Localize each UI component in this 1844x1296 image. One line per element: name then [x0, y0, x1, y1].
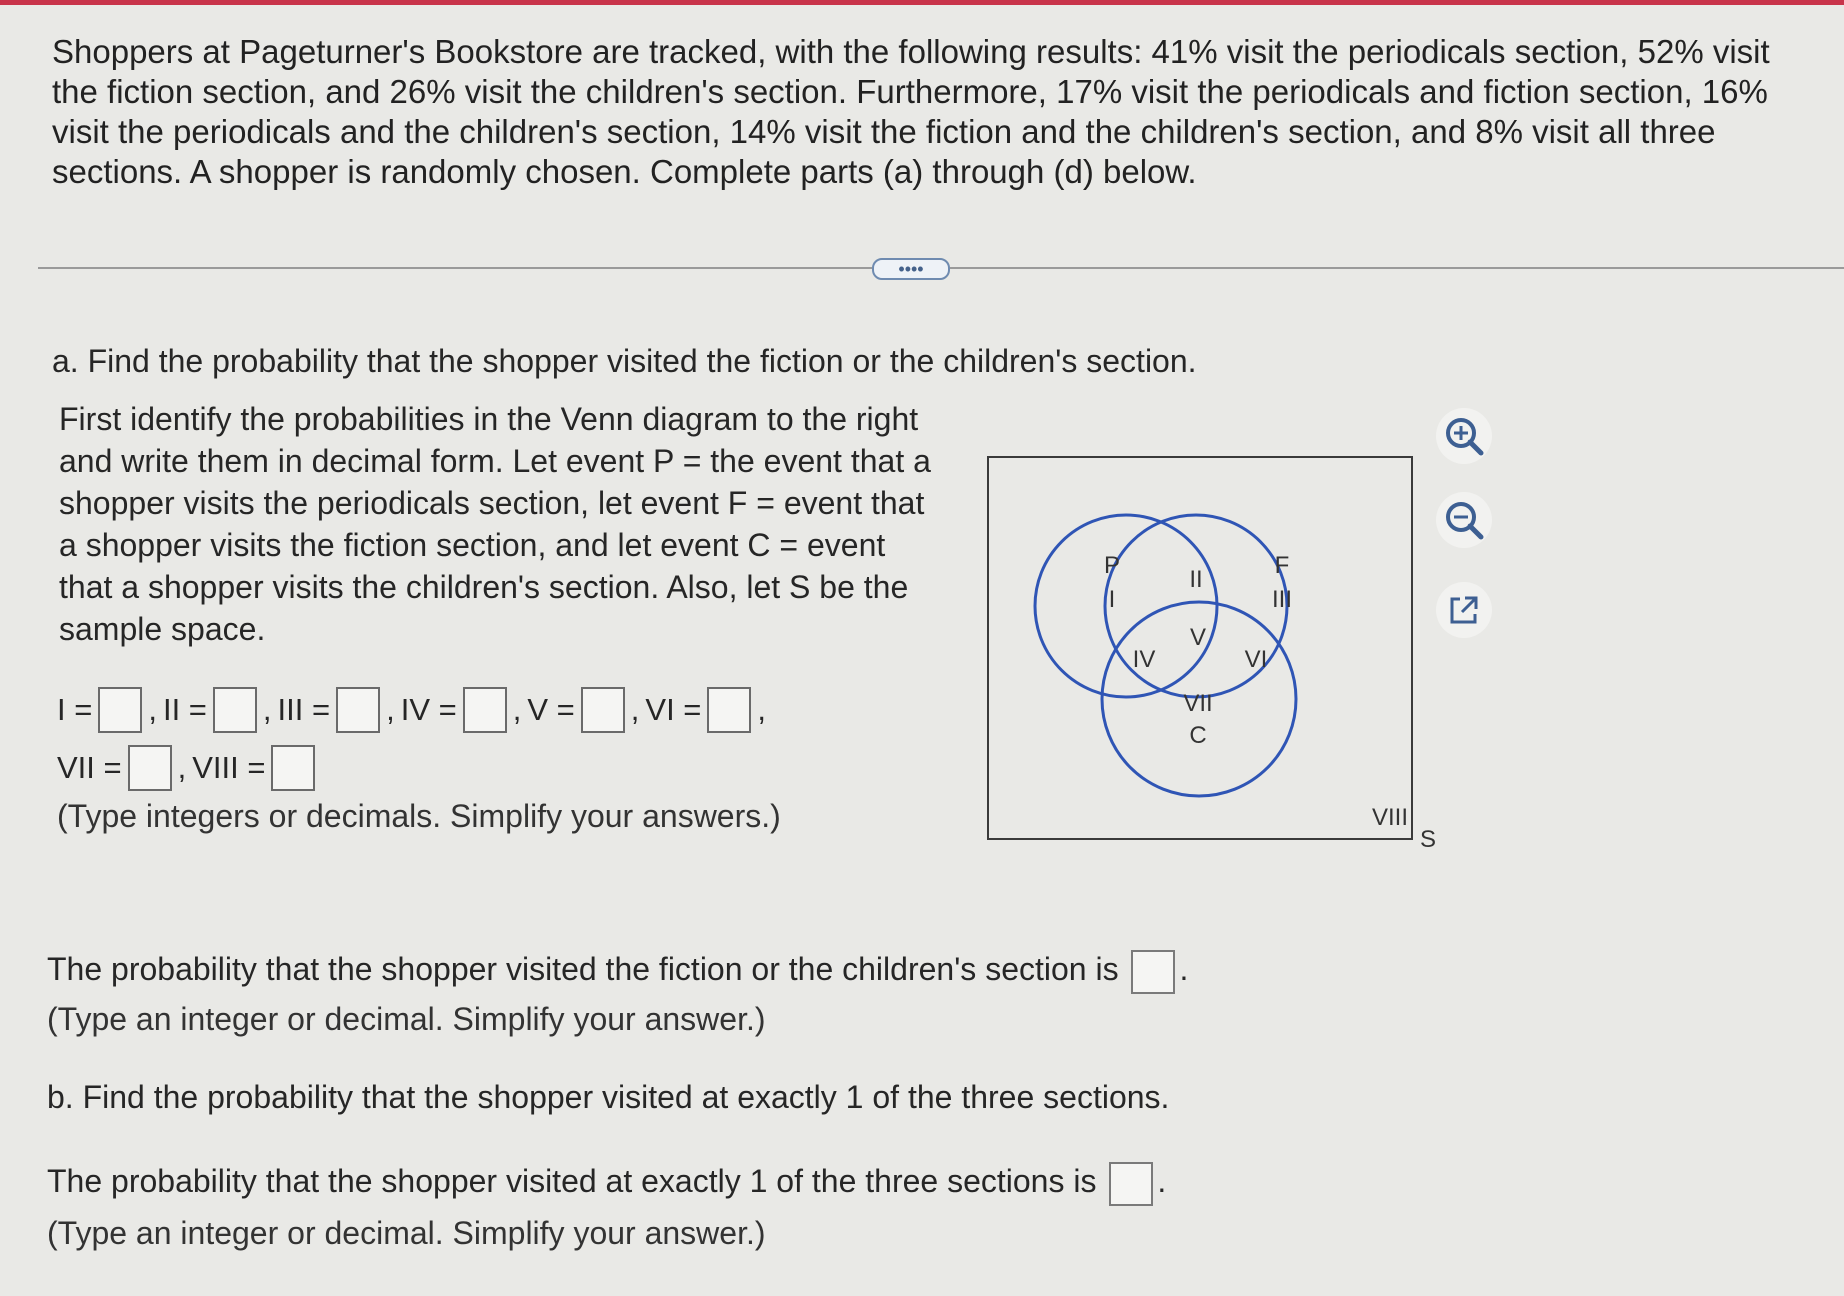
zoom-out-icon: [1442, 498, 1486, 542]
popout-button[interactable]: [1436, 582, 1492, 638]
region-label-iv-venn: IV: [1132, 646, 1156, 673]
region-v-input[interactable]: [581, 687, 625, 733]
region-answers-row-1: I = , II = , III = , IV = , V = , VI = ,: [57, 687, 766, 733]
zoom-out-button[interactable]: [1436, 492, 1492, 548]
region-label-vii-venn: VII: [1183, 690, 1213, 717]
part-b-question: b. Find the probability that the shopper visited at exactly 1 of the three sections.: [47, 1079, 1170, 1115]
region-hint: (Type integers or decimals. Simplify your answers.): [57, 798, 781, 834]
part-a-question: a. Find the probability that the shopper visited the fiction or the children's section.: [52, 343, 1197, 379]
region-label-viii: VIII =: [192, 750, 266, 785]
region-viii-input[interactable]: [271, 745, 315, 791]
set-label-p: P: [1103, 552, 1121, 579]
region-label-v-venn: V: [1189, 624, 1207, 651]
divider-left: [38, 267, 872, 269]
region-label-viii-venn: VIII: [1371, 804, 1409, 831]
region-label-i-venn: I: [1108, 586, 1116, 613]
set-label-s: S: [1419, 826, 1437, 853]
part-a-answer-input[interactable]: [1131, 950, 1175, 994]
part-a-answer-prompt: The probability that the shopper visited the fiction or the children's section is: [47, 951, 1119, 987]
set-label-f: F: [1274, 552, 1290, 579]
external-link-icon: [1444, 590, 1484, 630]
region-vi-input[interactable]: [707, 687, 751, 733]
region-label-i: I =: [57, 692, 93, 727]
part-b-answer-hint: (Type an integer or decimal. Simplify your answer.): [47, 1215, 766, 1251]
region-label-iii: III =: [277, 692, 331, 727]
set-label-c: C: [1189, 722, 1207, 749]
region-vii-input[interactable]: [128, 745, 172, 791]
part-a-answer-line: The probability that the shopper visited the fiction or the children's section is .: [47, 948, 1188, 994]
region-label-ii: II =: [162, 692, 207, 727]
divider-right: [950, 267, 1844, 269]
venn-diagram: [986, 455, 1446, 855]
region-label-ii-venn: II: [1189, 566, 1203, 593]
part-b-answer-line: The probability that the shopper visited at exactly 1 of the three sections is .: [47, 1160, 1166, 1206]
region-i-input[interactable]: [98, 687, 142, 733]
region-label-vi-venn: VI: [1244, 646, 1268, 673]
circle-p: [1035, 515, 1217, 697]
top-accent-bar: [0, 0, 1844, 5]
part-b-answer-prompt: The probability that the shopper visited at exactly 1 of the three sections is: [47, 1163, 1097, 1199]
part-b-answer-input[interactable]: [1109, 1162, 1153, 1206]
region-iii-input[interactable]: [336, 687, 380, 733]
region-label-v: V =: [527, 692, 575, 727]
show-more-button[interactable]: ••••: [872, 258, 950, 280]
zoom-in-button[interactable]: [1436, 408, 1492, 464]
region-ii-input[interactable]: [213, 687, 257, 733]
part-a-instructions: First identify the probabilities in the Venn diagram to the right and write them in decimal form. Let event P = the event that a shopper visits the periodicals section, let event F = event that a shopper visits the fiction section, and let event C = event that a shopper visits the children's section. Also, let S be the sample space.: [59, 401, 931, 647]
part-a-answer-hint: (Type an integer or decimal. Simplify your answer.): [47, 1001, 766, 1037]
region-label-vii: VII =: [57, 750, 122, 785]
problem-statement: Shoppers at Pageturner's Bookstore are tracked, with the following results: 41% visit the periodicals section, 52% visit the fiction section, and 26% visit the children's section. Furthermore, 17% visit the periodicals and fiction section, 16% visit the periodicals and the children's section, 14% visit the fiction and the children's section, and 8% visit all three sections. A shopper is randomly chosen. Complete parts (a) through (d) below.: [52, 33, 1770, 190]
region-answers-row-2: VII = , VIII =: [57, 745, 321, 791]
region-label-iv: IV =: [400, 692, 457, 727]
zoom-in-icon: [1442, 414, 1486, 458]
region-label-iii-venn: III: [1271, 586, 1293, 613]
region-iv-input[interactable]: [463, 687, 507, 733]
region-label-vi: VI =: [645, 692, 702, 727]
